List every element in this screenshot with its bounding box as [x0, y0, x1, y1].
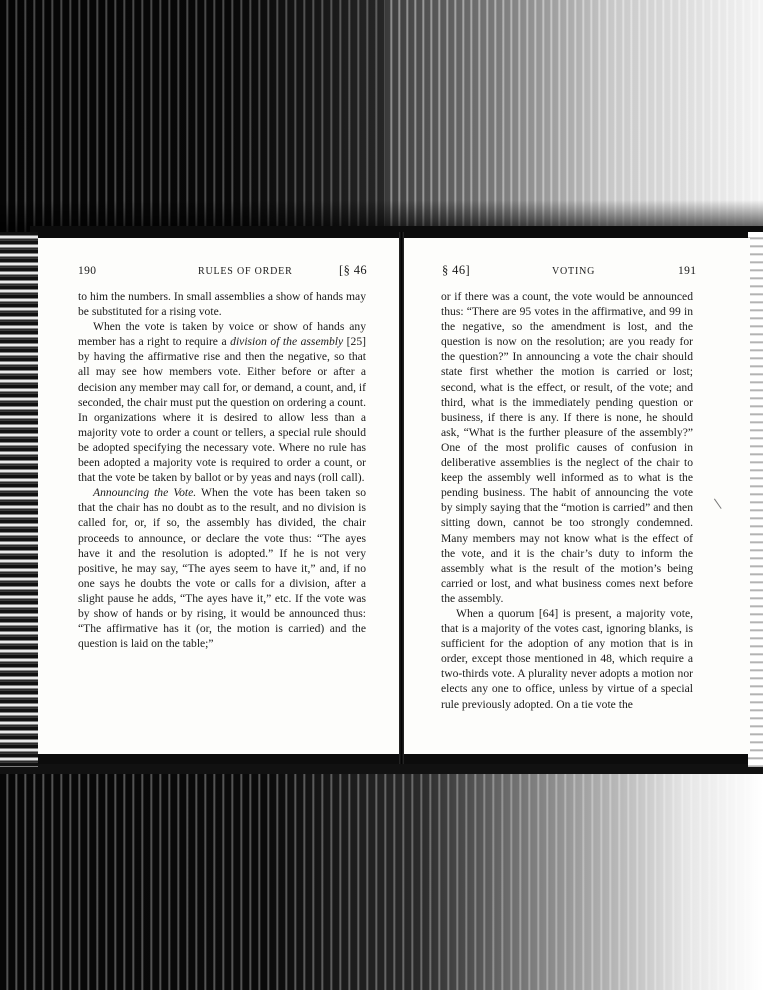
- right-page: [404, 238, 750, 754]
- right-section-mark: § 46]: [442, 263, 471, 277]
- right-page-body: [441, 289, 693, 712]
- right-paragraph-2: When a quorum [64] is present, a majority vote, that is a majority of the votes cast, ignoring blanks, is sufficient for the adoption of any motion that is in order, except those mentioned in 48, which require a two-thirds vote. A plurality never adopts a motion nor elects any one to office, unless by virtue of a special rule previously adopted. On a tie vote the: [441, 606, 693, 711]
- right-running-head: VOTING: [552, 266, 596, 277]
- scan-artifact-bottom: [0, 760, 763, 990]
- left-running-head: RULES OF ORDER: [198, 266, 293, 277]
- left-paragraph-3: Announcing the Vote. When the vote has been taken so that the chair has no doubt as to the result, and no division is called for, or, if so, the assembly has divided, the chair proceeds to announce, or declare the vote thus: “The ayes have it and the resolution is adopted.” If he is not very positive, he may say, “The ayes seem to have it,” and, if no one says he doubts the vote or calls for a division, after a slight pause he adds, “The ayes have it,” etc. If the vote was by show of hands or by rising, it would be announced thus: “The affirmative has it (or, the motion is carried) and the question is laid on the table;”: [78, 486, 366, 651]
- left-paragraph-1: to him the numbers. In small assemblies a show of hands may be substituted for a rising vote.: [78, 290, 366, 319]
- left-section-mark: [§ 46: [339, 263, 368, 277]
- right-paragraph-1: or if there was a count, the vote would be announced thus: “There are 95 votes in the affirmative, and 99 in the negative, so the amendment is lost, and the question is now on the resolution; are you ready for the question?” In announcing a vote the chair should state first whether the motion is carried or lost; second, what is the effect, or result, of the vote; and third, what is the immediately pending question or business, if there is any. If there is none, he should ask, “What is the further pleasure of the assembly?” One of the most prolific causes of confusion in deliberative assemblies is the neglect of the chair to keep the assembly well informed as to what is the pending business. The habit of announcing the vote by simply saying that the “motion is carried” and then sitting down, cannot be too strongly condemned. Many members may not know what is the effect of the vote, and it is the chair’s duty to inform the assembly what is the result of the motion’s being carried or lost, and what business comes next before the assembly.: [441, 290, 693, 605]
- right-page-number: 191: [678, 265, 697, 277]
- left-page: [38, 238, 399, 754]
- announcing-heading: Announcing the Vote.: [93, 486, 197, 500]
- scan-artifact-top-right: [385, 0, 763, 226]
- left-page-body: [78, 289, 366, 651]
- left-paragraph-2: When the vote is taken by voice or show of hands any member has a right to require a division of the assembly [25] by having the affirmative rise and then the negative, so that all may see how members vote. Either before or after a decision any member may call for, or demand, a count, and, if seconded, the chair must put the question on ordering a count. In organizations where it is desired to allow less than a majority vote to order a count or tellers, a special rule should be adopted specifying the necessary vote. Where no rule has been adopted a majority vote is required to order a count, or that the vote be taken by ballot or by yeas and nays (roll call).: [78, 320, 366, 485]
- left-page-number: 190: [78, 265, 97, 277]
- page-stack-left-edge: [0, 232, 38, 767]
- division-term: division of the assembly: [230, 335, 344, 349]
- page-stack-right-edge: [748, 232, 763, 767]
